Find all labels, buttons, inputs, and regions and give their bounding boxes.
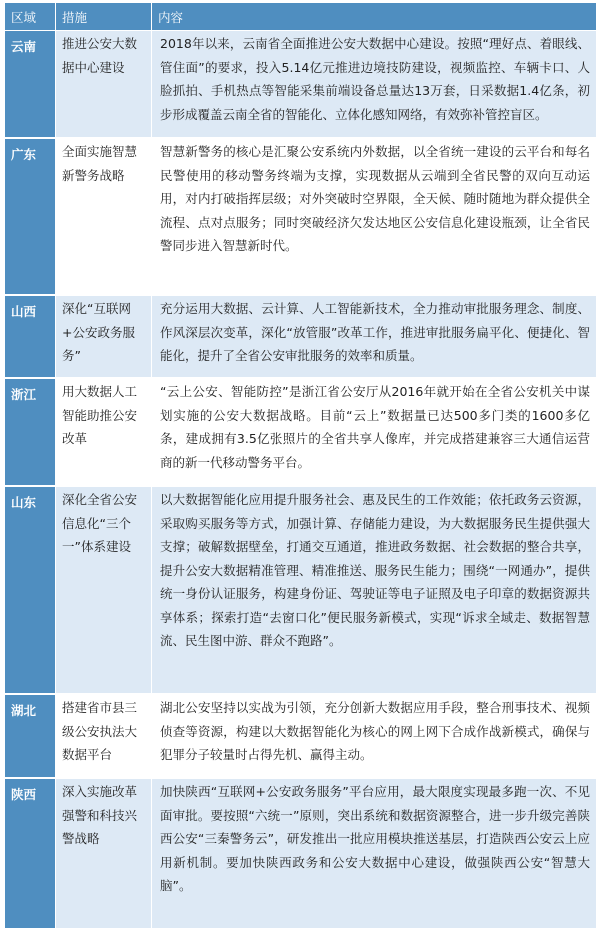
region-cell: 广东 <box>5 138 56 295</box>
measure-cell: 用大数据人工智能助推公安改革 <box>56 378 152 486</box>
header-measure: 措施 <box>56 3 152 31</box>
content-cell: 湖北公安坚持以实战为引领，充分创新大数据应用手段，整合刑事技术、视频侦查等资源，构建以大数据智能化为核心的网上网下合成作战新模式，确保与犯罪分子较量时占得先机、赢得主动。 <box>152 694 597 778</box>
table-row <box>5 295 597 378</box>
region-cell: 浙江 <box>5 378 56 486</box>
measure-cell: 深化全省公安信息化“三个一”体系建设 <box>56 486 152 694</box>
region-cell: 山西 <box>5 295 56 378</box>
table-header-row <box>5 3 597 31</box>
content-cell: “云上公安、智能防控”是浙江省公安厅从2016年就开始在全省公安机关中谋划实施的公安大数据战略。目前“云上”数据量已达500多门类的1600多亿条，建成拥有3.5亿张照片的全省共享人像库，并完成搭建兼容三大通信运营商的新一代移动警务平台。 <box>152 378 597 486</box>
content-cell: 智慧新警务的核心是汇聚公安系统内外数据，以全省统一建设的云平台和每名民警使用的移动警务终端为支撑，实现数据从云端到全省民警的双向互动运用，对内打破指挥层级；对外突破时空界限，全天候、随时随地为群众提供全流程、点对点服务；同时突破经济欠发达地区公安信息化建设瓶颈，让全省民警同步进入智慧新时代。 <box>152 138 597 295</box>
measure-cell: 深化“互联网+公安政务服务” <box>56 295 152 378</box>
region-cell: 陕西 <box>5 778 56 929</box>
table-row <box>5 486 597 694</box>
content-cell: 以大数据智能化应用提升服务社会、惠及民生的工作效能；依托政务云资源，采取购买服务等方式，加强计算、存储能力建设，为大数据服务民生提供强大支撑；破解数据壁垒，打通交互通道，推进政务数据、社会数据的整合共享，提升公安大数据精准管理、精准推送、服务民生能力；围绕“一网通办”，提供统一身份认证服务，构建身份证、驾驶证等电子证照及电子印章的数据资源共享体系；探索打造“去窗口化”便民服务新模式，实现“诉求全域走、数据智慧流、民生图中游、群众不跑路”。 <box>152 486 597 694</box>
region-cell: 云南 <box>5 31 56 139</box>
region-cell: 山东 <box>5 486 56 694</box>
header-content: 内容 <box>152 3 597 31</box>
measures-table <box>4 2 597 930</box>
table-row <box>5 31 597 139</box>
table-row <box>5 694 597 778</box>
region-cell: 湖北 <box>5 694 56 778</box>
content-cell: 2018年以来，云南省全面推进公安大数据中心建设。按照“理好点、着眼线、管住面”的要求，投入5.14亿元推进边境技防建设，视频监控、车辆卡口、人脸抓拍、手机热点等智能采集前端设备总量达13万套，日采数据1.4亿条，初步形成覆盖云南全省的智能化、立体化感知网络，有效弥补管控盲区。 <box>152 31 597 139</box>
measure-cell: 深入实施改革强警和科技兴警战略 <box>56 778 152 929</box>
table-row <box>5 378 597 486</box>
content-cell: 充分运用大数据、云计算、人工智能新技术，全力推动审批服务理念、制度、作风深层次变革，深化“放管服”改革工作，推进审批服务扁平化、便捷化、智能化，提升了全省公安审批服务的效率和质量。 <box>152 295 597 378</box>
table-row <box>5 138 597 295</box>
measure-cell: 搭建省市县三级公安执法大数据平台 <box>56 694 152 778</box>
table-row <box>5 778 597 929</box>
header-region: 区域 <box>5 3 56 31</box>
content-cell: 加快陕西“互联网+公安政务服务”平台应用，最大限度实现最多跑一次、不见面审批。要按照“六统一”原则，突出系统和数据资源整合，进一步升级完善陕西公安“三秦警务云”，研发推出一批应用模块推送基层，打造陕西公安云上应用新机制。要加快陕西政务和公安大数据中心建设，做强陕西公安“智慧大脑”。 <box>152 778 597 929</box>
measure-cell: 推进公安大数据中心建设 <box>56 31 152 139</box>
measure-cell: 全面实施智慧新警务战略 <box>56 138 152 295</box>
